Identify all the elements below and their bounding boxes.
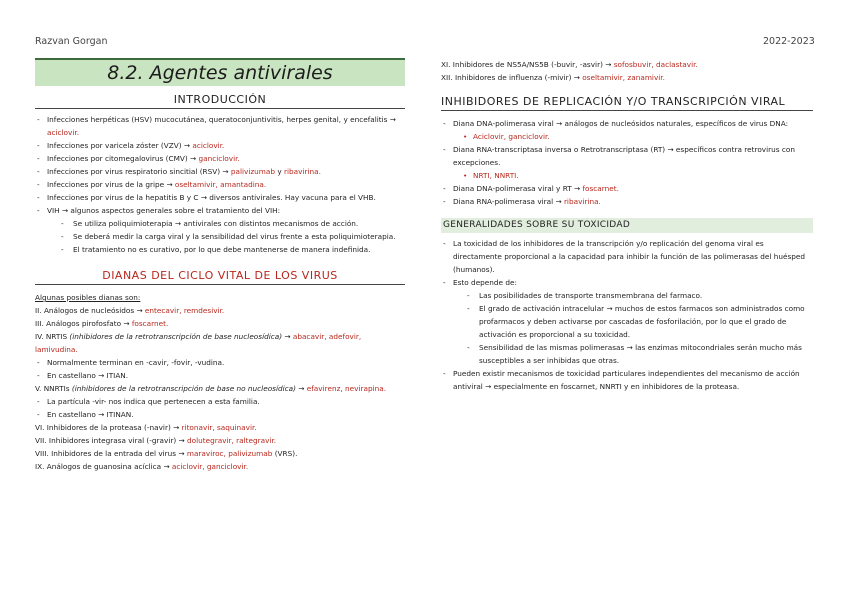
toxicidad-heading: GENERALIDADES SOBRE SU TOXICIDAD bbox=[441, 218, 813, 233]
left-column bbox=[35, 58, 405, 473]
right-column bbox=[441, 58, 813, 393]
list-item: - Diana DNA-polimerasa viral → análogos de nucleósidos naturales, específicos de virus DNA: bbox=[441, 117, 813, 130]
list-item: - Infecciones por virus de la gripe → oseltamivir, amantadina. bbox=[35, 178, 405, 191]
sub-list-item: - Las posibilidades de transporte transmembrana del farmaco. bbox=[441, 289, 813, 302]
inhibidores-heading: INHIBIDORES DE REPLICACIÓN Y/O TRANSCRIPCIÓN VIRAL bbox=[441, 94, 813, 111]
list-item: - La toxicidad de los inhibidores de la transcripción y/o replicación del genoma viral es directamente proporcional a la capacidad para inhibir la función de las polimerasas del huésped (humanos). bbox=[441, 237, 813, 276]
dianas-heading: DIANAS DEL CICLO VITAL DE LOS VIRUS bbox=[35, 268, 405, 285]
list-item: - Infecciones por varicela zóster (VZV) → aciclovir. bbox=[35, 139, 405, 152]
diana-vii: VII. Inhibidores integrasa viral (-gravir) → dolutegravir, raltegravir. bbox=[35, 436, 277, 445]
year-header: 2022-2023 bbox=[763, 36, 815, 47]
list-item: - Esto depende de: bbox=[441, 276, 813, 289]
drug-item: • NRTI, NNRTI. bbox=[441, 169, 813, 182]
diana-v: V. NNRTIs (inhibidores de la retrotranscripción de base no nucleosídica) → efavirenz, nevirapina. bbox=[35, 384, 387, 393]
list-item: - VIH → algunos aspectos generales sobre el tratamiento del VIH: bbox=[35, 204, 405, 217]
diana-vi: VI. Inhibidores de la proteasa (-navir) → ritonavir, saquinavir. bbox=[35, 423, 257, 432]
list-item: - Infecciones por virus de la hepatitis B y C → diversos antivirales. Hay vacuna para el VHB. bbox=[35, 191, 405, 204]
diana-iv: IV. NRTIS (inhibidores de la retrotranscripción de base nucleosídica) → abacavir, adefovir, lamivudina. bbox=[35, 332, 362, 354]
list-item: - Diana RNA-polimerasa viral → ribavirina. bbox=[441, 195, 813, 208]
diana-iii: III. Análogos pirofosfato → foscarnet. bbox=[35, 319, 169, 328]
diana-ix: IX. Análogos de guanosina acíclica → aciclovir, ganciclovir. bbox=[35, 462, 249, 471]
sub-list-item: - Sensibilidad de las mismas polimerasas → las enzimas mitocondriales serán mucho más susceptibles a ser inhibidas que otras. bbox=[441, 341, 813, 367]
page-title: 8.2. Agentes antivirales bbox=[35, 58, 405, 86]
list-item: - Infecciones por virus respiratorio sincitial (RSV) → palivizumab y ribavirina. bbox=[35, 165, 405, 178]
diana-xii: XII. Inhibidores de influenza (-mivir) → oseltamivir, zanamivir. bbox=[441, 73, 665, 82]
list-item: - En castellano → ITIAN. bbox=[35, 369, 405, 382]
list-item: - La partícula -vir- nos indica que pertenecen a esta familia. bbox=[35, 395, 405, 408]
diana-viii: VIII. Inhibidores de la entrada del virus → maraviroc, palivizumab (VRS). bbox=[35, 449, 298, 458]
list-item: - Diana DNA-polimerasa viral y RT → foscarnet. bbox=[441, 182, 813, 195]
diana-ii: II. Análogos de nucleósidos → entecavir, remdesivir. bbox=[35, 306, 225, 315]
list-item: - Normalmente terminan en -cavir, -fovir, -vudina. bbox=[35, 356, 405, 369]
intro-heading: INTRODUCCIÓN bbox=[35, 92, 405, 109]
sub-list-item: - Se deberá medir la carga viral y la sensibilidad del virus frente a esta poliquimioterapia. bbox=[35, 230, 405, 243]
list-item: - Pueden existir mecanismos de toxicidad particulares independientes del mecanismo de acción antiviral → especialmente en foscarnet, NNRTI y en inhibidores de la proteasa. bbox=[441, 367, 813, 393]
sub-list-item: - El tratamiento no es curativo, por lo que debe mantenerse de manera indefinida. bbox=[35, 243, 405, 256]
list-item: - Infecciones herpéticas (HSV) mucocutánea, queratoconjuntivitis, herpes genital, y encefalitis → aciclovir. bbox=[35, 113, 405, 139]
drug-item: • Aciclovir, ganciclovir. bbox=[441, 130, 813, 143]
list-item: - Diana RNA-transcriptasa inversa o Retrotranscriptasa (RT) → específicos contra retrovirus con excepciones. bbox=[441, 143, 813, 169]
sub-list-item: - El grado de activación intracelular → muchos de estos farmacos son administrados como profarmacos y deben activarse por cascadas de fosforilación, por lo que el grado de activación es proporcional a su toxicidad. bbox=[441, 302, 813, 341]
intro-list bbox=[35, 113, 405, 256]
dianas-intro: Algunas posibles dianas son: bbox=[35, 293, 141, 302]
list-item: - En castellano → ITINAN. bbox=[35, 408, 405, 421]
list-item: - Infecciones por citomegalovirus (CMV) → ganciclovir. bbox=[35, 152, 405, 165]
sub-list-item: - Se utiliza poliquimioterapia → antivirales con distintos mecanismos de acción. bbox=[35, 217, 405, 230]
author-header: Razvan Gorgan bbox=[35, 36, 108, 47]
diana-xi: XI. Inhibidores de NS5A/NS5B (-buvir, -asvir) → sofosbuvir, daclastavir. bbox=[441, 60, 698, 69]
